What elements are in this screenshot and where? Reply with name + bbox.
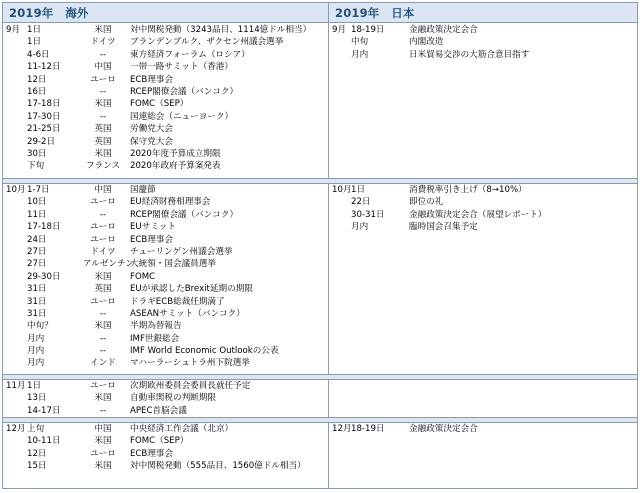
event-country: 英国 xyxy=(94,284,112,295)
japan-event-row xyxy=(329,209,637,221)
overseas-event-row xyxy=(3,380,328,392)
event-date: 17-30日 xyxy=(27,111,61,122)
event-date: 1日 xyxy=(351,185,366,195)
event-date: 17-18日 xyxy=(27,222,61,233)
japan-event-row xyxy=(329,423,637,435)
event-description: EU経済財務相理事会 xyxy=(130,197,211,208)
event-country: ユーロ xyxy=(90,222,116,233)
event-date: 29-2日 xyxy=(27,136,56,147)
japan-event-row xyxy=(329,184,637,196)
event-description: ブランデンブルク、ザクセン州議会選挙 xyxy=(130,37,284,48)
event-description: 中央経済工作会議（北京） xyxy=(130,424,234,434)
event-description: 金融政策決定会合 xyxy=(409,424,478,434)
event-country: 米国 xyxy=(94,321,112,332)
overseas-event-row xyxy=(3,423,328,435)
overseas-event-row xyxy=(3,196,328,208)
event-description: 東方経済フォーラム（ロシア） xyxy=(130,49,250,60)
event-date: 21-25日 xyxy=(27,124,61,135)
overseas-event-row xyxy=(3,296,328,308)
overseas-event-row xyxy=(3,460,328,472)
event-date: 11-12日 xyxy=(27,62,61,73)
event-month: 12月 xyxy=(6,424,26,434)
event-date: 31日 xyxy=(27,284,47,295)
overseas-event-row xyxy=(3,111,328,123)
event-country: 米国 xyxy=(94,25,112,35)
overseas-event-row xyxy=(3,308,328,320)
overseas-month-section xyxy=(3,380,328,417)
event-description: 内閣改造 xyxy=(409,37,444,48)
event-description: 一帯一路サミット（香港） xyxy=(130,62,233,73)
event-date: 31日 xyxy=(27,296,47,307)
event-country: 米国 xyxy=(94,99,112,110)
overseas-month-section xyxy=(3,423,328,473)
event-date: 1日 xyxy=(27,381,42,391)
event-country: ドイツ xyxy=(90,246,116,257)
event-date: 13日 xyxy=(27,393,47,404)
overseas-event-row xyxy=(3,160,328,172)
event-month: 10月 xyxy=(6,185,26,195)
event-date: 27日 xyxy=(27,246,47,257)
overseas-event-row xyxy=(3,258,328,270)
event-date: 31日 xyxy=(27,308,47,319)
event-description: 次期欧州委員会委員長就任予定 xyxy=(130,381,251,391)
japan-month-section xyxy=(329,423,637,435)
event-date: 29-30日 xyxy=(27,271,61,282)
event-description: 金融政策決定会合 xyxy=(409,25,478,35)
overseas-event-row xyxy=(3,271,328,283)
event-description: APEC首脳会議 xyxy=(130,405,187,416)
event-date: 16日 xyxy=(27,86,47,97)
event-description: 国慶節 xyxy=(130,185,156,195)
overseas-event-row xyxy=(3,148,328,160)
event-country: ユーロ xyxy=(90,381,116,391)
overseas-event-row xyxy=(3,392,328,404)
japan-event-row xyxy=(329,221,637,233)
event-country: -- xyxy=(99,86,107,97)
overseas-event-row xyxy=(3,357,328,369)
event-country: 米国 xyxy=(94,436,112,447)
overseas-event-row xyxy=(3,123,328,135)
overseas-event-row xyxy=(3,98,328,110)
event-country: -- xyxy=(99,333,107,344)
event-date: 15日 xyxy=(27,461,47,472)
event-date: 下旬 xyxy=(27,161,45,172)
overseas-event-row xyxy=(3,435,328,447)
event-date: 18-19日 xyxy=(351,424,385,434)
overseas-event-row xyxy=(3,61,328,73)
event-country: 中国 xyxy=(94,185,112,195)
overseas-event-row xyxy=(3,49,328,61)
event-description: 自動車関税の判断期限 xyxy=(130,393,216,404)
event-date: 14-17日 xyxy=(27,405,61,416)
overseas-month-section xyxy=(3,24,328,173)
overseas-column xyxy=(3,3,328,488)
event-description: 2020年政府予算案発表 xyxy=(130,161,221,172)
event-country: インド xyxy=(90,358,116,369)
event-country: ユーロ xyxy=(90,74,116,85)
event-description: 消費税率引き上げ（8→10%） xyxy=(409,185,527,195)
event-description: 日米貿易交渉の大筋合意目指す xyxy=(409,49,530,60)
event-description: 対中関税発動（3243品目、1114億ドル相当） xyxy=(130,25,312,35)
event-description: IMF世銀総会 xyxy=(130,333,180,344)
event-description: IMF World Economic Outlookの公表 xyxy=(130,346,279,357)
overseas-event-row xyxy=(3,320,328,332)
event-description: RCEP閣僚会議（バンコク） xyxy=(130,209,239,220)
japan-event-row xyxy=(329,24,637,36)
event-description: EUが承認したBrexit延期の期限 xyxy=(130,284,253,295)
event-country: フランス xyxy=(85,161,121,172)
event-description: ECB理事会 xyxy=(130,234,174,245)
event-country: 中国 xyxy=(94,424,112,434)
overseas-event-row xyxy=(3,74,328,86)
event-description: 臨時国会召集予定 xyxy=(409,222,478,233)
event-description: 2020年度予算成立期限 xyxy=(130,148,221,159)
event-country: 中国 xyxy=(94,62,112,73)
overseas-month-section xyxy=(3,184,328,370)
overseas-event-row xyxy=(3,86,328,98)
event-date: 11日 xyxy=(27,209,47,220)
event-date: 17-18日 xyxy=(27,99,61,110)
event-date: 月内 xyxy=(27,333,45,344)
overseas-event-row xyxy=(3,234,328,246)
japan-title: 2019年 日本 xyxy=(335,6,415,20)
event-description: チューリンゲン州議会選挙 xyxy=(130,246,233,257)
event-country: ユーロ xyxy=(90,234,116,245)
event-description: 金融政策決定会合（展望レポート） xyxy=(409,209,547,220)
event-description: 大統領・国会議員選挙 xyxy=(130,259,216,270)
overseas-event-row xyxy=(3,448,328,460)
event-date: 月内 xyxy=(27,346,45,357)
event-description: 即位の礼 xyxy=(409,197,444,208)
event-description: 保守党大会 xyxy=(130,136,173,147)
event-country: -- xyxy=(99,49,107,60)
event-description: ドラギECB総裁任期満了 xyxy=(130,296,225,307)
event-country: -- xyxy=(99,405,107,416)
overseas-event-row xyxy=(3,136,328,148)
japan-month-section xyxy=(329,184,637,234)
event-date: 22日 xyxy=(351,197,371,208)
event-description: マハーラーシュトラ州下院選挙 xyxy=(130,358,250,369)
overseas-event-row xyxy=(3,333,328,345)
overseas-event-row xyxy=(3,184,328,196)
event-description: ECB理事会 xyxy=(130,448,174,459)
overseas-event-row xyxy=(3,246,328,258)
overseas-event-row xyxy=(3,36,328,48)
event-date: 上旬 xyxy=(27,424,45,434)
event-description: ECB理事会 xyxy=(130,74,174,85)
event-country: ドイツ xyxy=(90,37,116,48)
event-month: 12月 xyxy=(332,424,352,434)
event-country: -- xyxy=(99,209,107,220)
event-date: 中旬 xyxy=(351,37,369,48)
event-country: -- xyxy=(99,308,107,319)
event-date: 12日 xyxy=(27,74,47,85)
event-country: -- xyxy=(99,346,107,357)
event-date: 27日 xyxy=(27,259,47,270)
event-country: 米国 xyxy=(94,461,112,472)
event-date: 1日 xyxy=(27,37,42,48)
event-date: 1-7日 xyxy=(27,185,50,195)
japan-event-row xyxy=(329,36,637,48)
overseas-event-row xyxy=(3,405,328,417)
event-date: 月内 xyxy=(351,49,369,60)
event-date: 4-6日 xyxy=(27,49,50,60)
japan-month-section xyxy=(329,24,637,61)
overseas-event-row xyxy=(3,209,328,221)
event-description: 労働党大会 xyxy=(130,124,173,135)
event-date: 30-31日 xyxy=(351,209,385,220)
event-description: ASEANサミット（バンコク） xyxy=(130,308,245,319)
overseas-event-row xyxy=(3,283,328,295)
overseas-event-row xyxy=(3,345,328,357)
event-country: ユーロ xyxy=(90,197,116,208)
event-date: 18-19日 xyxy=(351,25,385,35)
event-country: ユーロ xyxy=(90,448,116,459)
japan-event-row xyxy=(329,49,637,61)
event-country: -- xyxy=(99,111,107,122)
event-date: 10日 xyxy=(27,197,47,208)
event-country: 英国 xyxy=(94,124,112,135)
event-country: 英国 xyxy=(94,136,112,147)
event-description: EUサミット xyxy=(130,222,176,233)
event-month: 9月 xyxy=(332,25,347,35)
event-description: FOMC（SEP） xyxy=(130,436,189,447)
event-month: 10月 xyxy=(332,185,352,195)
overseas-event-row xyxy=(3,24,328,36)
event-date: 24日 xyxy=(27,234,47,245)
event-month: 11月 xyxy=(6,381,26,391)
overseas-title: 2019年 海外 xyxy=(9,6,89,20)
overseas-event-row xyxy=(3,221,328,233)
event-country: アルゼンチン xyxy=(83,259,134,270)
event-country: ユーロ xyxy=(90,296,116,307)
event-description: RCEP閣僚会議（バンコク） xyxy=(130,86,239,97)
japan-event-row xyxy=(329,196,637,208)
event-calendar xyxy=(2,2,638,489)
event-date: 月内 xyxy=(27,358,45,369)
event-country: 米国 xyxy=(94,148,112,159)
event-date: 月内 xyxy=(351,222,369,233)
event-description: 国連総会（ニューヨーク） xyxy=(130,111,234,122)
event-description: 対中関税発動（555品目、1560億ドル相当） xyxy=(130,461,306,472)
event-description: 半期為替報告 xyxy=(130,321,182,332)
event-date: 1日 xyxy=(27,25,42,35)
event-date: 中旬？ xyxy=(27,321,53,332)
event-date: 10-11日 xyxy=(27,436,61,447)
event-description: FOMC（SEP） xyxy=(130,99,189,110)
event-date: 30日 xyxy=(27,148,47,159)
event-country: 米国 xyxy=(94,393,112,404)
event-description: FOMC xyxy=(130,271,156,282)
event-date: 12日 xyxy=(27,448,47,459)
japan-column xyxy=(329,3,637,488)
event-country: 米国 xyxy=(94,271,112,282)
event-month: 9月 xyxy=(6,25,21,35)
